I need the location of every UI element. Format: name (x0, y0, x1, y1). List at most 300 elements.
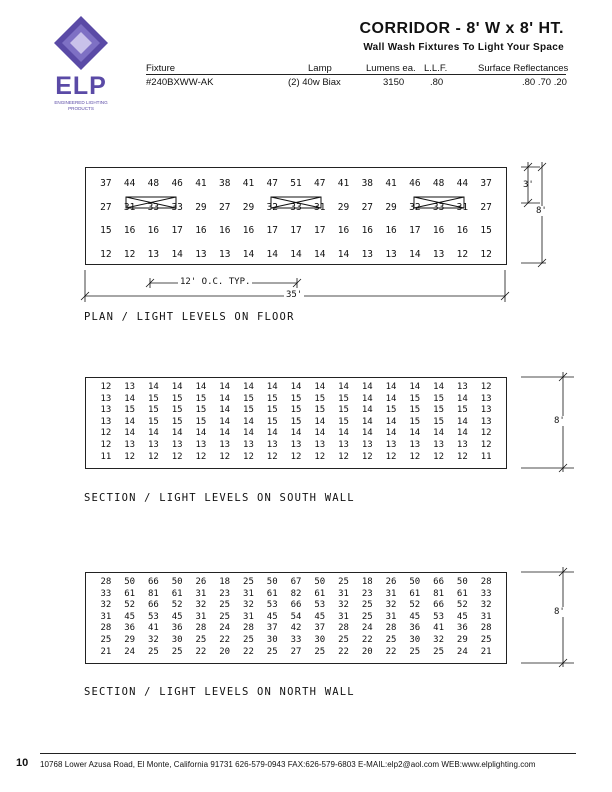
north-wall-level-value: 31 (100, 611, 112, 622)
south-wall-level-value: 12 (195, 451, 207, 462)
south-wall-level-value: 12 (100, 382, 112, 392)
south-wall-level-value: 14 (124, 416, 136, 427)
floor-level-value: 14 (266, 248, 278, 260)
south-wall-level-value: 14 (433, 382, 444, 392)
north-wall-level-value: 25 (338, 577, 349, 587)
north-wall-level-value: 33 (480, 588, 492, 599)
south-wall-level-value: 12 (456, 451, 468, 462)
north-wall-level-value: 25 (314, 646, 326, 657)
north-wall-level-value: 66 (433, 600, 444, 611)
north-wall-level-value: 61 (266, 588, 278, 599)
north-wall-level-value: 25 (100, 634, 112, 645)
south-wall-level-value: 15 (147, 393, 159, 404)
north-wall-level-value: 25 (385, 634, 397, 645)
floor-level-value: 46 (409, 178, 421, 189)
north-wall-level-value: 26 (195, 577, 207, 587)
floor-level-value: 16 (456, 225, 469, 236)
north-wall-level-value: 61 (314, 588, 326, 599)
north-wall-level-value: 32 (385, 600, 397, 611)
north-wall-level-value: 18 (361, 577, 373, 587)
south-wall-level-value: 13 (243, 439, 254, 450)
north-wall-level-value: 50 (266, 577, 278, 587)
south-wall-level-value: 15 (338, 416, 349, 427)
floor-level-value: 31 (314, 201, 326, 213)
south-wall-level-value: 11 (100, 451, 112, 462)
floor-level-value: 29 (385, 201, 397, 213)
floor-level-value: 41 (385, 178, 397, 189)
south-wall-level-value: 14 (409, 428, 421, 439)
south-wall-level-value: 12 (266, 451, 278, 462)
north-wall-level-value: 31 (243, 611, 254, 622)
north-wall-level-value: 28 (100, 623, 112, 634)
north-wall-level-value: 54 (290, 611, 302, 622)
floor-level-value: 31 (123, 201, 136, 213)
north-wall-level-value: 53 (314, 600, 326, 611)
north-wall-level-value: 31 (243, 588, 254, 599)
floor-level-value: 16 (361, 225, 374, 236)
north-wall-level-value: 50 (124, 577, 136, 587)
floor-level-value: 29 (195, 201, 207, 213)
south-wall-level-value: 15 (124, 405, 136, 416)
width-dimension-label: 8' (536, 206, 547, 216)
south-wall-level-value: 15 (290, 416, 302, 427)
north-wall-level-value: 22 (385, 646, 397, 657)
north-wall-level-value: 25 (480, 634, 492, 645)
spec-lamp: (2) 40w Biax (288, 77, 341, 88)
north-caption: SECTION / LIGHT LEVELS ON NORTH WALL (84, 686, 355, 698)
north-wall-level-value: 25 (171, 646, 183, 657)
north-wall-level-value: 30 (409, 634, 421, 645)
north-wall-level-value: 25 (219, 600, 231, 611)
north-wall-level-value: 25 (433, 646, 444, 657)
floor-level-value: 47 (314, 178, 326, 189)
north-wall-level-value: 32 (480, 600, 492, 611)
south-wall-level-value: 15 (195, 416, 207, 427)
footer-address: 10768 Lower Azusa Road, El Monte, California 91731 626-579-0943 FAX:626-579-6803 E-MAIL:elp2@aol.com WEB:www.elplighting.com (40, 760, 536, 769)
north-wall-level-value: 32 (147, 634, 159, 645)
south-wall-level-value: 14 (171, 428, 183, 439)
south-wall-level-value: 14 (243, 416, 254, 427)
north-wall-level-value: 53 (147, 611, 159, 622)
south-wall-level-value: 14 (219, 393, 231, 404)
south-wall-level-value: 15 (409, 405, 421, 416)
north-wall-level-value: 36 (171, 623, 183, 634)
north-height-label: 8' (554, 607, 565, 617)
north-wall-level-value: 45 (314, 611, 326, 622)
south-wall-level-value: 11 (480, 451, 492, 462)
north-wall-level-value: 31 (195, 611, 207, 622)
floor-level-value: 41 (242, 178, 255, 189)
south-wall-level-value: 14 (124, 428, 136, 439)
south-wall-level-value: 13 (361, 439, 373, 450)
north-wall-level-value: 25 (147, 646, 159, 657)
south-wall-level-value: 12 (124, 451, 136, 462)
south-wall-level-value: 15 (266, 405, 278, 416)
north-wall-level-value: 61 (171, 588, 183, 599)
floor-level-value: 32 (409, 201, 421, 213)
spec-llf: .80 (430, 77, 444, 88)
north-wall-level-value: 28 (480, 623, 492, 634)
south-wall-level-value: 14 (243, 382, 254, 392)
south-wall-level-value: 13 (480, 393, 492, 404)
floor-level-value: 27 (480, 201, 492, 213)
floor-level-value: 33 (290, 201, 302, 213)
south-wall-level-value: 14 (456, 393, 468, 404)
north-wall-level-value: 24 (124, 646, 136, 657)
south-wall-level-value: 15 (433, 416, 444, 427)
south-wall-panel (85, 377, 507, 469)
floor-level-value: 47 (266, 178, 278, 189)
spec-header-fixture: Fixture (146, 63, 176, 74)
north-wall-level-value: 32 (338, 600, 349, 611)
south-wall-level-value: 14 (314, 382, 326, 392)
north-wall-level-value: 31 (385, 611, 397, 622)
south-wall-level-value: 14 (147, 428, 159, 439)
south-wall-level-value: 15 (266, 416, 278, 427)
north-wall-level-value: 25 (361, 600, 373, 611)
south-wall-level-value: 15 (290, 405, 302, 416)
floor-level-value: 13 (147, 248, 160, 260)
north-wall-level-value: 25 (195, 634, 207, 645)
south-wall-level-value: 13 (147, 439, 159, 450)
north-wall-level-value: 53 (433, 611, 444, 622)
south-wall-level-value: 14 (266, 428, 278, 439)
floor-level-value: 14 (314, 248, 326, 260)
floor-level-value: 46 (171, 178, 183, 189)
north-wall-level-value: 33 (100, 588, 112, 599)
south-wall-level-value: 15 (433, 393, 444, 404)
north-wall-level-value: 82 (290, 588, 302, 599)
north-wall-level-value: 37 (314, 623, 326, 634)
north-wall-level-value: 32 (433, 634, 444, 645)
north-wall-level-value: 30 (266, 634, 278, 645)
north-wall-level-value: 31 (338, 588, 349, 599)
logo-name: ELP (55, 72, 107, 100)
south-wall-level-value: 12 (433, 451, 444, 462)
floor-level-value: 16 (218, 225, 231, 236)
floor-level-value: 12 (456, 248, 469, 260)
north-wall-level-value: 23 (361, 588, 373, 599)
floor-level-value: 27 (100, 201, 112, 213)
north-wall-level-value: 21 (100, 646, 112, 657)
north-wall-level-value: 61 (124, 588, 136, 599)
floor-level-value: 13 (385, 248, 397, 260)
north-wall-level-value: 45 (171, 611, 183, 622)
south-wall-level-value: 14 (195, 428, 207, 439)
north-wall-level-value: 31 (195, 588, 207, 599)
north-wall-level-value: 66 (147, 577, 159, 587)
south-wall-level-value: 15 (314, 405, 326, 416)
south-wall-level-value: 13 (124, 382, 136, 392)
south-wall-level-value: 14 (314, 416, 326, 427)
south-wall-level-value: 15 (147, 416, 159, 427)
floor-level-value: 48 (432, 178, 445, 189)
spec-lumens: 3150 (383, 77, 405, 88)
floor-level-value: 27 (218, 201, 231, 213)
south-wall-level-value: 13 (100, 416, 112, 427)
south-wall-level-value: 12 (480, 428, 492, 439)
south-wall-level-value: 15 (266, 393, 278, 404)
floor-level-value: 38 (218, 178, 231, 189)
north-wall-level-value: 41 (147, 623, 159, 634)
south-wall-level-value: 14 (385, 382, 397, 392)
south-height-label: 8' (554, 416, 565, 426)
south-wall-level-value: 15 (195, 393, 207, 404)
north-wall-level-value: 26 (385, 577, 397, 587)
north-wall-level-value: 25 (243, 577, 254, 587)
page-subtitle: Wall Wash Fixtures To Light Your Space (363, 42, 564, 53)
floor-level-value: 16 (147, 225, 160, 236)
south-wall-level-value: 12 (171, 451, 183, 462)
north-wall-level-value: 24 (456, 646, 468, 657)
south-wall-level-value: 13 (100, 405, 112, 416)
floor-level-value: 33 (147, 201, 160, 213)
north-wall-level-value: 25 (409, 646, 421, 657)
north-wall-level-value: 22 (219, 634, 231, 645)
south-wall-level-value: 15 (171, 416, 183, 427)
floor-level-value: 41 (195, 178, 207, 189)
north-wall-level-value: 66 (147, 600, 159, 611)
floor-level-value: 16 (195, 225, 207, 236)
south-wall-level-value: 14 (243, 428, 254, 439)
south-wall-grid (94, 382, 498, 463)
floor-level-value: 14 (242, 248, 255, 260)
north-wall-level-value: 30 (171, 634, 183, 645)
south-wall-level-value: 12 (409, 451, 421, 462)
south-wall-level-value: 12 (314, 451, 326, 462)
south-wall-level-value: 14 (385, 416, 397, 427)
north-wall-level-value: 52 (456, 600, 468, 611)
south-wall-level-value: 14 (433, 428, 444, 439)
south-wall-level-value: 13 (456, 382, 468, 392)
floor-level-value: 14 (409, 248, 421, 260)
north-wall-panel (85, 572, 507, 664)
north-wall-level-value: 31 (385, 588, 397, 599)
south-wall-level-value: 13 (480, 416, 492, 427)
south-wall-level-value: 14 (338, 382, 349, 392)
south-wall-level-value: 13 (409, 439, 421, 450)
logo-tagline: ENGINEERED LIGHTING PRODUCTS (54, 100, 108, 111)
floor-level-value: 17 (409, 225, 421, 236)
south-wall-level-value: 13 (195, 439, 207, 450)
south-wall-level-value: 14 (219, 416, 231, 427)
south-wall-level-value: 14 (361, 382, 373, 392)
south-wall-level-value: 14 (361, 428, 373, 439)
floor-level-value: 27 (361, 201, 374, 213)
north-wall-level-value: 30 (314, 634, 326, 645)
south-wall-level-value: 12 (243, 451, 254, 462)
north-wall-level-value: 50 (409, 577, 421, 587)
south-wall-level-value: 14 (195, 382, 207, 392)
north-wall-level-value: 18 (219, 577, 231, 587)
south-wall-level-value: 13 (385, 439, 397, 450)
floor-level-value: 15 (480, 225, 492, 236)
south-wall-level-value: 13 (433, 439, 444, 450)
south-wall-level-value: 12 (290, 451, 302, 462)
south-wall-level-value: 14 (456, 416, 468, 427)
floor-level-value: 13 (361, 248, 374, 260)
south-wall-level-value: 15 (456, 405, 468, 416)
north-wall-level-value: 53 (266, 600, 278, 611)
floor-level-value: 15 (100, 225, 112, 236)
south-wall-level-value: 12 (100, 428, 112, 439)
south-wall-level-value: 13 (456, 439, 468, 450)
north-wall-level-value: 52 (171, 600, 183, 611)
south-wall-level-value: 14 (314, 428, 326, 439)
floor-level-value: 16 (337, 225, 350, 236)
north-wall-level-value: 28 (195, 623, 207, 634)
offset-dimension-label: 3' (523, 180, 534, 190)
floor-level-value: 44 (123, 178, 136, 189)
north-wall-level-value: 37 (266, 623, 278, 634)
south-wall-level-value: 13 (219, 439, 231, 450)
floor-level-value: 31 (456, 201, 469, 213)
north-wall-level-value: 31 (338, 611, 349, 622)
south-wall-level-value: 14 (361, 416, 373, 427)
north-wall-level-value: 27 (290, 646, 302, 657)
north-wall-level-value: 24 (219, 623, 231, 634)
north-wall-level-value: 22 (195, 646, 207, 657)
floor-level-value: 16 (432, 225, 445, 236)
south-wall-level-value: 14 (361, 393, 373, 404)
south-wall-level-value: 15 (385, 405, 397, 416)
south-wall-level-value: 14 (124, 393, 136, 404)
north-wall-level-value: 25 (338, 634, 349, 645)
floor-level-value: 29 (337, 201, 350, 213)
north-wall-level-value: 32 (195, 600, 207, 611)
north-wall-level-value: 45 (124, 611, 136, 622)
north-wall-level-value: 28 (338, 623, 349, 634)
floor-level-value: 37 (480, 178, 492, 189)
plan-caption: PLAN / LIGHT LEVELS ON FLOOR (84, 311, 295, 323)
south-wall-level-value: 15 (243, 405, 254, 416)
north-wall-level-value: 50 (171, 577, 183, 587)
north-wall-level-value: 52 (124, 600, 136, 611)
south-wall-level-value: 14 (219, 428, 231, 439)
spec-header-lamp: Lamp (308, 63, 332, 74)
north-wall-level-value: 29 (456, 634, 468, 645)
north-wall-level-value: 23 (219, 588, 231, 599)
north-wall-level-value: 67 (290, 577, 302, 587)
north-wall-grid (94, 577, 498, 658)
floor-level-value: 32 (266, 201, 278, 213)
north-wall-level-value: 29 (124, 634, 136, 645)
north-wall-level-value: 22 (361, 634, 373, 645)
spacing-dimension-label: 12' O.C. TYP. (180, 277, 251, 287)
page-number: 10 (16, 757, 29, 769)
floor-level-value: 51 (290, 178, 302, 189)
floor-level-value: 16 (385, 225, 397, 236)
north-wall-level-value: 20 (361, 646, 373, 657)
south-wall-level-value: 14 (456, 428, 468, 439)
north-wall-level-value: 32 (100, 600, 112, 611)
footer-divider (40, 753, 576, 754)
south-wall-level-value: 14 (147, 382, 159, 392)
floor-level-value: 41 (337, 178, 350, 189)
south-wall-level-value: 14 (171, 382, 183, 392)
south-wall-level-value: 12 (147, 451, 159, 462)
north-wall-level-value: 45 (409, 611, 421, 622)
south-wall-level-value: 15 (171, 393, 183, 404)
floor-level-value: 14 (290, 248, 302, 260)
north-wall-level-value: 25 (243, 634, 254, 645)
south-wall-level-value: 14 (409, 382, 421, 392)
south-wall-level-value: 12 (338, 451, 349, 462)
south-wall-level-value: 15 (314, 393, 326, 404)
north-wall-level-value: 28 (243, 623, 254, 634)
south-wall-level-value: 15 (171, 405, 183, 416)
page-title: CORRIDOR - 8' W x 8' HT. (359, 20, 564, 37)
floor-level-value: 16 (123, 225, 136, 236)
north-wall-level-value: 31 (480, 611, 492, 622)
south-wall-level-value: 13 (480, 405, 492, 416)
south-wall-level-value: 13 (290, 439, 302, 450)
floor-level-value: 17 (290, 225, 302, 236)
north-wall-level-value: 42 (290, 623, 302, 634)
south-wall-level-value: 14 (385, 393, 397, 404)
floor-level-value: 17 (266, 225, 278, 236)
south-caption: SECTION / LIGHT LEVELS ON SOUTH WALL (84, 492, 355, 504)
north-wall-level-value: 20 (219, 646, 231, 657)
south-wall-level-value: 14 (361, 405, 373, 416)
floor-level-value: 33 (171, 201, 183, 213)
north-wall-level-value: 52 (409, 600, 421, 611)
north-wall-level-value: 25 (266, 646, 278, 657)
spec-header-llf: L.L.F. (424, 63, 448, 74)
north-wall-level-value: 36 (456, 623, 468, 634)
north-wall-level-value: 22 (243, 646, 254, 657)
south-wall-level-value: 13 (171, 439, 183, 450)
spec-fixture: #240BXWW-AK (146, 77, 214, 88)
floor-level-value: 13 (218, 248, 231, 260)
south-wall-level-value: 12 (480, 439, 492, 450)
floor-level-value: 17 (314, 225, 326, 236)
south-wall-level-value: 15 (409, 416, 421, 427)
south-wall-level-value: 15 (338, 393, 349, 404)
south-wall-level-value: 15 (338, 405, 349, 416)
south-wall-level-value: 12 (100, 439, 112, 450)
south-wall-level-value: 14 (290, 428, 302, 439)
south-wall-level-value: 12 (219, 451, 231, 462)
south-wall-level-value: 14 (385, 428, 397, 439)
spec-header-reflectances: Surface Reflectances (478, 63, 569, 74)
south-wall-level-value: 13 (338, 439, 349, 450)
floor-level-value: 14 (171, 248, 183, 260)
south-wall-level-value: 12 (480, 382, 492, 392)
floor-level-value: 12 (480, 248, 492, 260)
north-wall-level-value: 28 (100, 577, 112, 587)
south-wall-level-value: 15 (409, 393, 421, 404)
north-wall-level-value: 21 (480, 646, 492, 657)
south-wall-level-value: 14 (219, 382, 231, 392)
north-wall-level-value: 66 (290, 600, 302, 611)
floor-level-value: 16 (242, 225, 255, 236)
south-wall-level-value: 13 (266, 439, 278, 450)
south-wall-level-value: 12 (361, 451, 373, 462)
south-wall-level-value: 12 (385, 451, 397, 462)
north-wall-level-value: 45 (266, 611, 278, 622)
north-wall-level-value: 66 (433, 577, 444, 587)
floor-level-value: 38 (361, 178, 374, 189)
floor-level-value: 17 (171, 225, 183, 236)
north-wall-level-value: 61 (409, 588, 421, 599)
spec-reflectances: .80 .70 .20 (522, 77, 567, 88)
south-wall-level-value: 15 (195, 405, 207, 416)
floor-level-value: 44 (456, 178, 469, 189)
north-wall-level-value: 25 (219, 611, 231, 622)
north-wall-level-value: 32 (243, 600, 254, 611)
floor-level-value: 14 (337, 248, 350, 260)
